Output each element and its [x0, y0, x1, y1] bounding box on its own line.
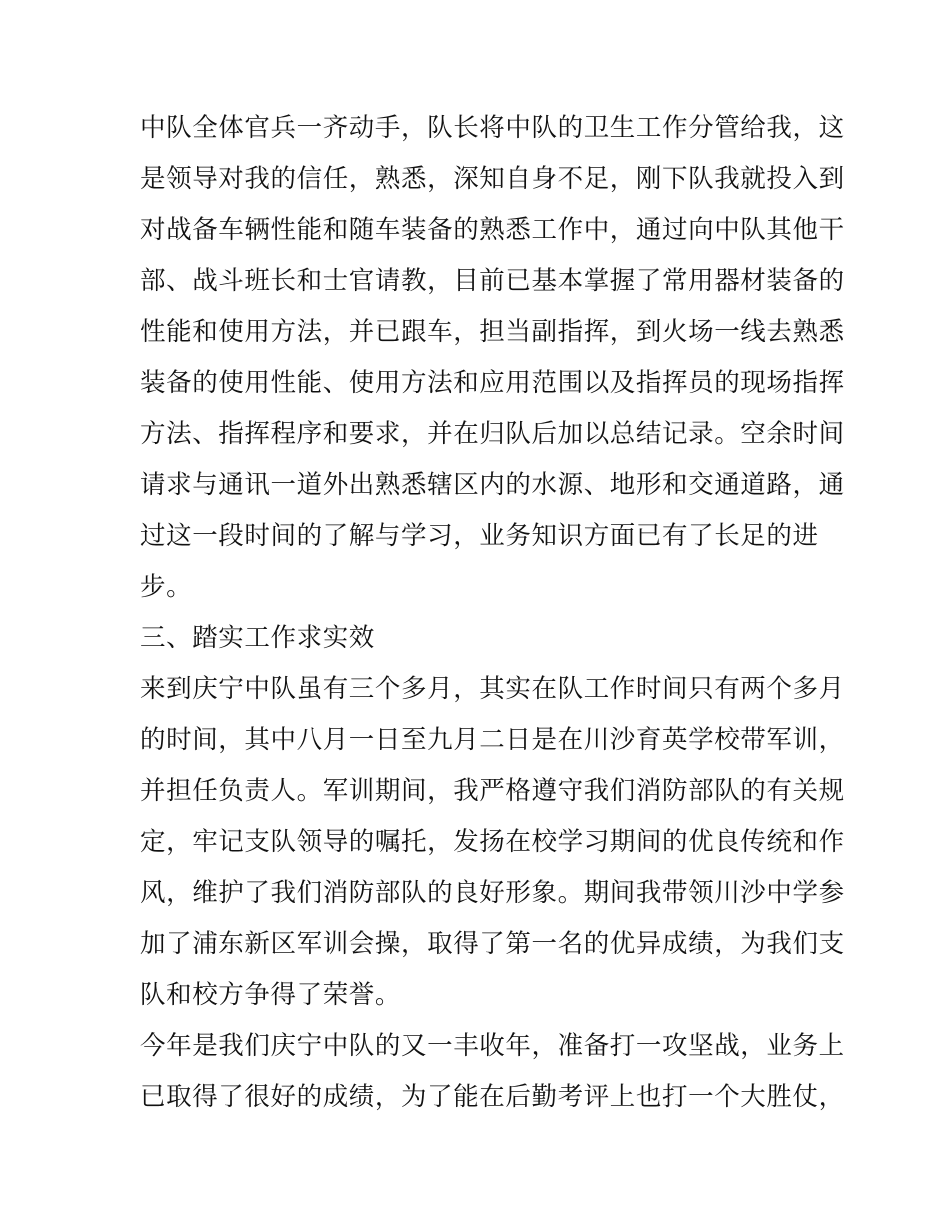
text-line: 步。 [140, 572, 193, 602]
text-line: 过这一段时间的了解与学习，业务知识方面已有了长足的进 [140, 521, 819, 551]
text-line: 风，维护了我们消防部队的良好形象。期间我带领川沙中学参 [140, 878, 845, 908]
text-line: 来到庆宁中队虽有三个多月，其实在队工作时间只有两个多月 [140, 674, 845, 704]
text-line: 对战备车辆性能和随车装备的熟悉工作中，通过向中队其他干 [140, 215, 845, 245]
text-line: 今年是我们庆宁中队的又一丰收年，准备打一攻坚战，业务上 [140, 1031, 845, 1061]
text-line: 加了浦东新区军训会操，取得了第一名的优异成绩，为我们支 [140, 929, 845, 959]
text-line: 队和校方争得了荣誉。 [140, 980, 402, 1010]
text-line: 请求与通讯一道外出熟悉辖区内的水源、地形和交通道路，通 [140, 470, 845, 500]
text-line: 并担任负责人。军训期间，我严格遵守我们消防部队的有关规 [140, 776, 845, 806]
text-line: 已取得了很好的成绩，为了能在后勤考评上也打一个大胜仗， [140, 1082, 845, 1112]
text-line: 装备的使用性能、使用方法和应用范围以及指挥员的现场指挥 [140, 368, 845, 398]
text-line: 中队全体官兵一齐动手，队长将中队的卫生工作分管给我，这 [140, 113, 845, 143]
text-line: 定，牢记支队领导的嘱托，发扬在校学习期间的优良传统和作 [140, 827, 845, 857]
text-line: 部、战斗班长和士官请教，目前已基本掌握了常用器材装备的 [140, 266, 845, 296]
section-heading: 三、踏实工作求实效 [140, 623, 375, 653]
text-line: 性能和使用方法，并已跟车，担当副指挥，到火场一线去熟悉 [140, 317, 845, 347]
text-line: 方法、指挥程序和要求，并在归队后加以总结记录。空余时间 [140, 419, 845, 449]
text-line: 是领导对我的信任，熟悉，深知自身不足，刚下队我就投入到 [140, 164, 845, 194]
text-line: 的时间，其中八月一日至九月二日是在川沙育英学校带军训， [140, 725, 845, 755]
